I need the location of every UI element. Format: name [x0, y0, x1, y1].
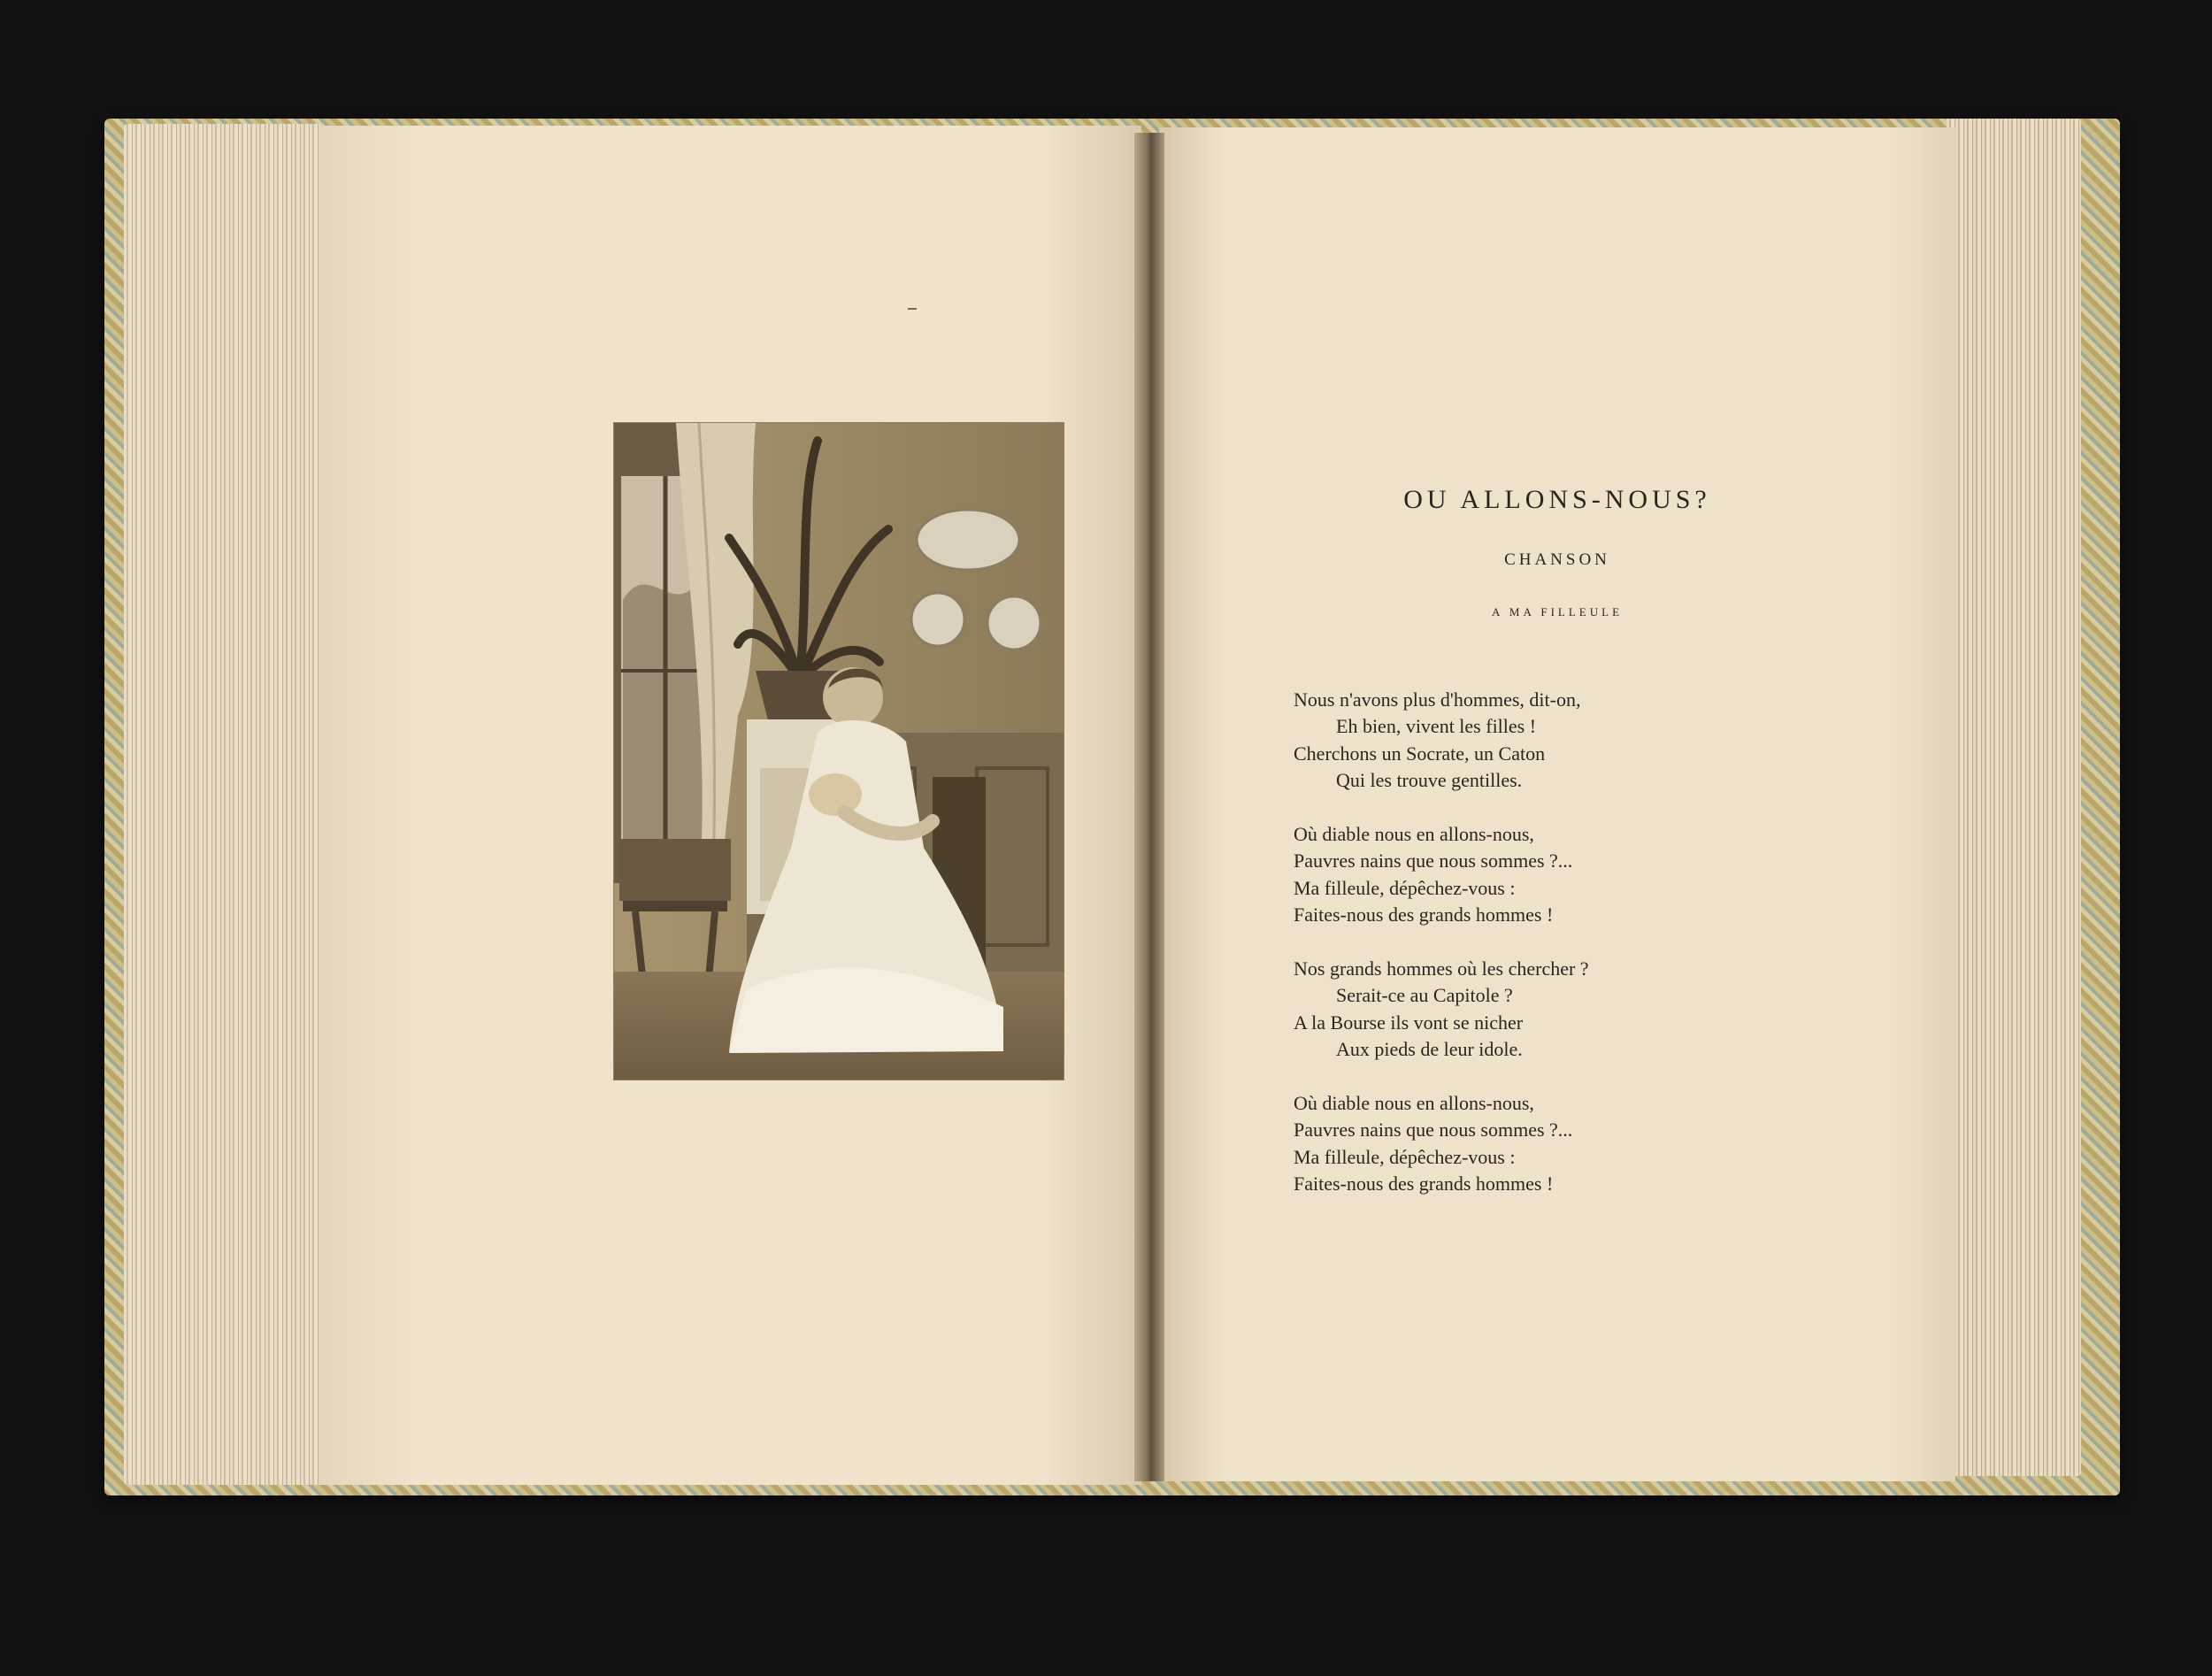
photo-plate: [614, 423, 1064, 1080]
stanza-3: [1294, 956, 1589, 1064]
poem-line: Eh bien, vivent les filles !: [1336, 715, 1537, 738]
poem-line: Qui les trouve gentilles.: [1336, 769, 1523, 792]
stanza-2: [1294, 821, 1572, 929]
page-mark: [908, 308, 917, 310]
poem-line: Nous n'avons plus d'hommes, dit-on,: [1294, 688, 1581, 711]
stanza-1: [1294, 687, 1580, 795]
poem-line: Ma filleule, dépêchez-vous :: [1294, 876, 1516, 899]
poem-line: Pauvres nains que nous sommes ?...: [1294, 850, 1573, 873]
photo-plate-image: [614, 423, 1064, 1080]
poem-title: OU ALLONS-NOUS?: [1403, 485, 1711, 514]
poem-line: Où diable nous en allons-nous,: [1294, 823, 1534, 845]
stanza-4: [1294, 1090, 1572, 1198]
poem-line: Nos grands hommes où les chercher ?: [1294, 957, 1589, 980]
poem-line: Aux pieds de leur idole.: [1336, 1038, 1523, 1061]
left-page-edges: [124, 124, 324, 1485]
poem-line: Pauvres nains que nous sommes ?...: [1294, 1119, 1573, 1142]
poem-line: Ma filleule, dépêchez-vous :: [1294, 1145, 1516, 1168]
poem-subtitle: CHANSON: [1504, 550, 1610, 569]
poem-line: Serait-ce au Capitole ?: [1336, 984, 1513, 1007]
poem-dedication: A MA FILLEULE: [1491, 605, 1624, 619]
right-page: [1159, 127, 1955, 1481]
book-gutter: [1134, 133, 1164, 1481]
poem-line: Où diable nous en allons-nous,: [1294, 1092, 1534, 1114]
poem-line: Faites-nous des grands hommes !: [1294, 903, 1554, 926]
poem-line: Faites-nous des grands hommes !: [1294, 1172, 1554, 1195]
poem-line: Cherchons un Socrate, un Caton: [1294, 742, 1546, 765]
right-page-edges: [1947, 119, 2081, 1476]
poem-line: A la Bourse ils vont se nicher: [1294, 1011, 1524, 1034]
